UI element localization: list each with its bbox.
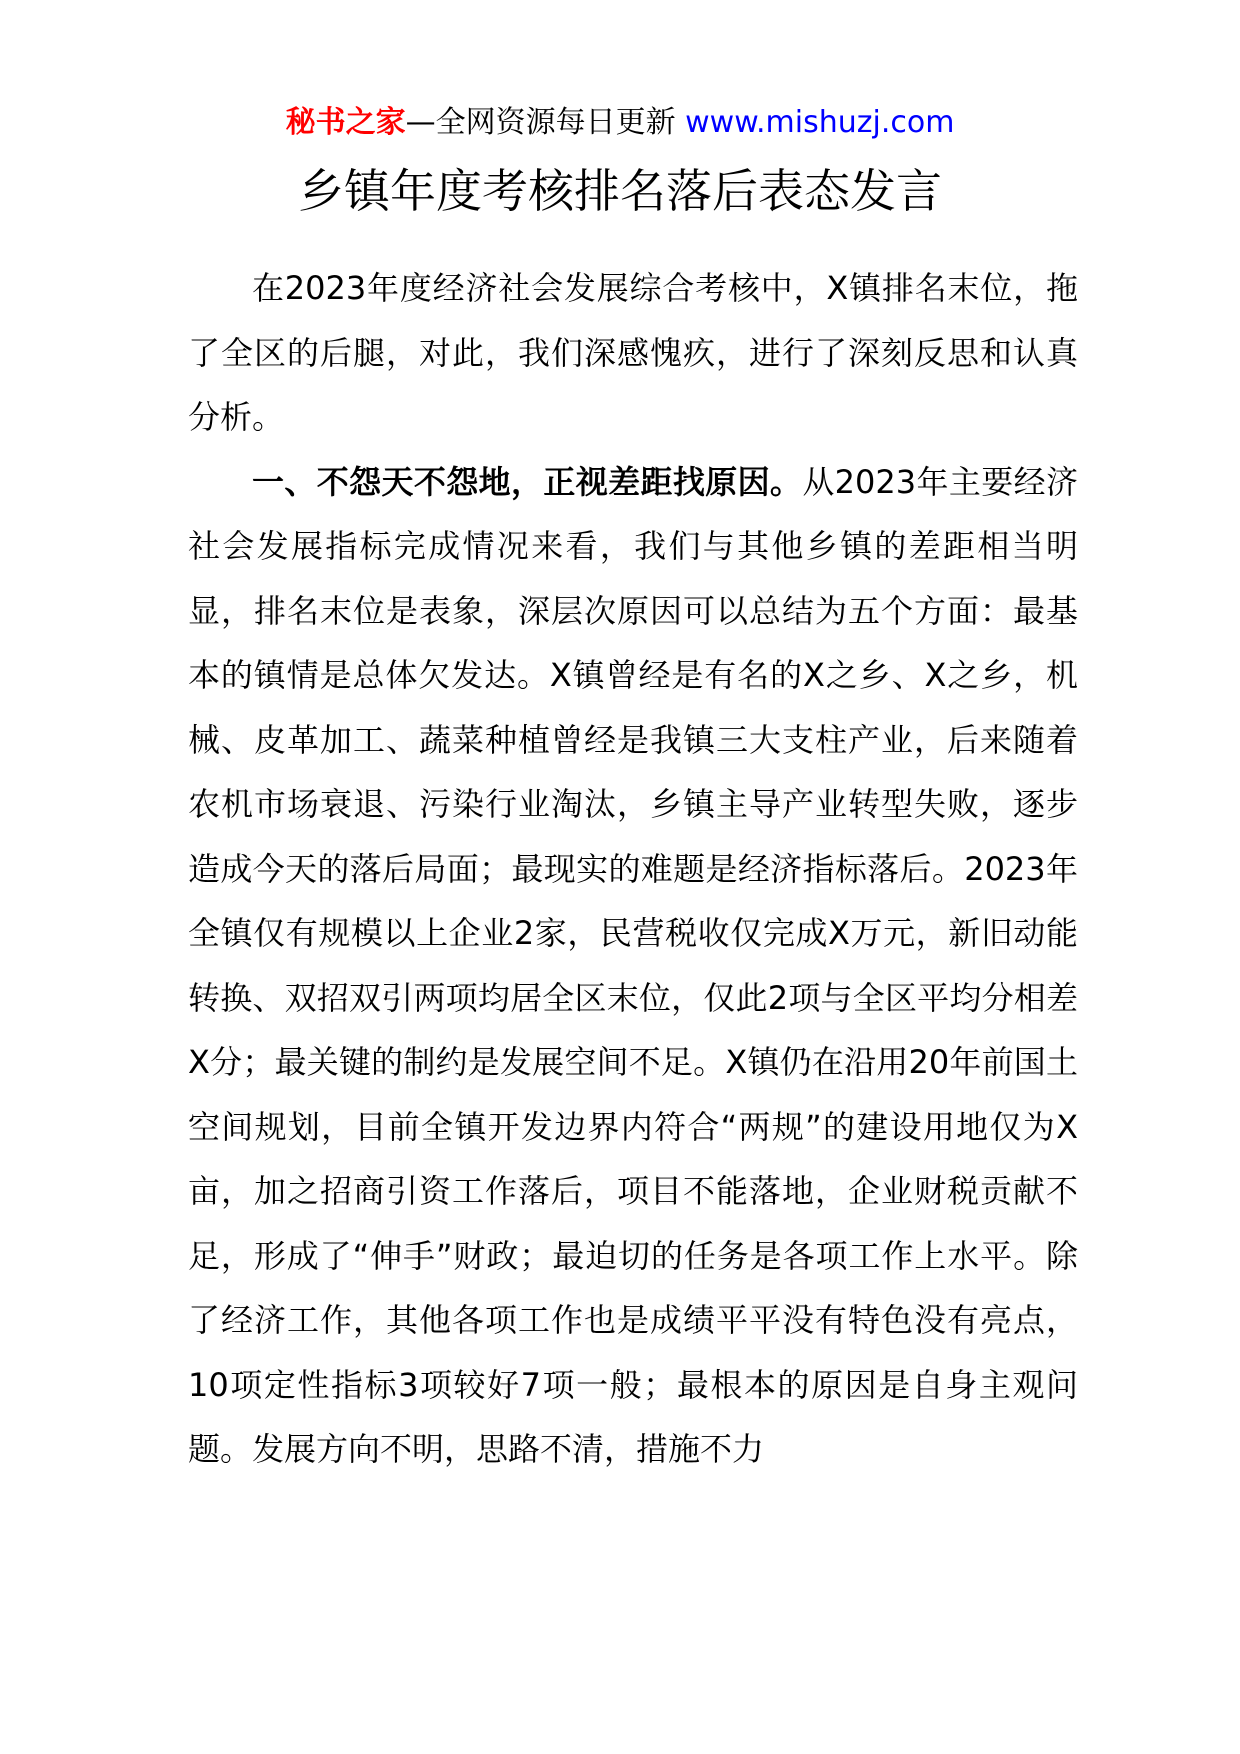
source-header (0, 100, 1240, 146)
site-url: www.mishuzj.com (685, 105, 955, 140)
section-heading: 一、不怨天不怨地，正视差距找原因。 (252, 462, 803, 501)
tagline: —全网资源每日更新 (405, 105, 686, 140)
paragraph-text: 在2023年度经济社会发展综合考核中，X镇排名末位，拖了全区的后腿，对此，我们深感愧疚，进行了深刻反思和认真分析。 (188, 269, 1078, 436)
paragraph-text: 从2023年主要经济社会发展指标完成情况来看，我们与其他乡镇的差距相当明显，排名末位是表象，深层次原因可以总结为五个方面：最基本的镇情是总体欠发达。X镇曾经是有名的X之乡、X之乡，机械、皮革加工、蔬菜种植曾经是我镇三大支柱产业，后来随着农机市场衰退、污染行业淘汰，乡镇主导产业转型失败，逐步造成今天的落后局面；最现实的难题是经济指标落后。2023年全镇仅有规模以上企业2家，民营税收仅完成X万元，新旧动能转换、双招双引两项均居全区末位，仅此2项与全区平均分相差X分；最关键的制约是发展空间不足。X镇仍在沿用20年前国土空间规划，目前全镇开发边界内符合“两规”的建设用地仅为X亩，加之招商引资工作落后，项目不能落地，企业财税贡献不足，形成了“伸手”财政；最迫切的任务是各项工作上水平。除了经济工作，其他各项工作也是成绩平平没有特色没有亮点，10项定性指标3项较好7项一般；最根本的原因是自身主观问题。发展方向不明，思路不清，措施不力 (188, 462, 1078, 1468)
paragraph-section-1 (188, 450, 1078, 1482)
brand-name: 秘书之家 (285, 105, 406, 140)
document-body (188, 256, 1078, 1482)
paragraph-intro (188, 256, 1078, 450)
document-title: 乡镇年度考核排名落后表态发言 (298, 164, 942, 218)
